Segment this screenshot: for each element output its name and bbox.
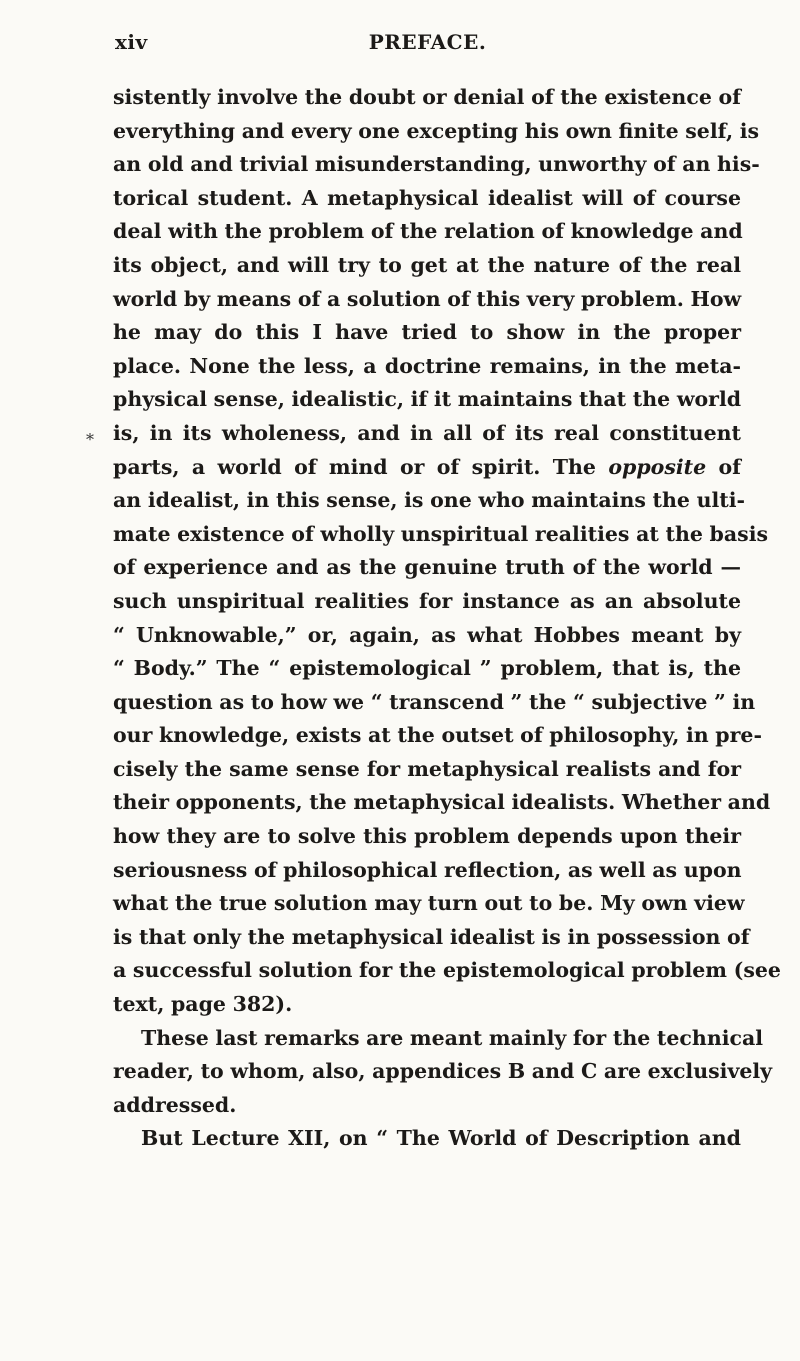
- text-line: is that only the metaphysical idealist is in possession of: [113, 924, 750, 949]
- text-line: reader, to whom, also, appendices B and C are exclusively: [113, 1059, 773, 1084]
- text-line: text, page 382).: [113, 992, 293, 1017]
- text-line: “ Unknowable,” or, again, as what Hobbes meant by: [113, 622, 741, 647]
- text-line: an old and trivial misunderstanding, unworthy of an his-: [113, 152, 760, 177]
- text-line: a successful solution for the epistemological problem (see: [113, 958, 781, 983]
- text-line: physical sense, idealistic, if it maintains that the world: [113, 387, 742, 412]
- text-line: world by means of a solution of this very problem. How: [113, 286, 742, 311]
- text-line: an idealist, in this sense, is one who maintains the ulti-: [113, 488, 746, 513]
- italic-word: opposite: [608, 454, 707, 479]
- running-head: [115, 30, 740, 66]
- text-line: he may do this I have tried to show in the proper: [113, 320, 741, 345]
- text-line: seriousness of philosophical reflection, as well as upon: [113, 857, 742, 882]
- running-title: PREFACE.: [368, 30, 487, 54]
- text-line: what the true solution may turn out to be. My own view: [113, 891, 745, 916]
- text-line: But Lecture XII, on “ The World of Description and: [141, 1126, 741, 1151]
- text-line: deal with the problem of the relation of knowledge and: [113, 219, 743, 244]
- text-line: such unspiritual realities for instance as an absolute: [113, 588, 741, 613]
- text-line: our knowledge, exists at the outset of philosophy, in pre-: [113, 723, 762, 748]
- text-line: place. None the less, a doctrine remains, in the meta-: [113, 353, 741, 378]
- text-line: is, in its wholeness, and in all of its real constituent: [113, 420, 741, 445]
- text-line: cisely the same sense for metaphysical realists and for: [113, 756, 741, 781]
- body-text: [113, 81, 781, 1156]
- text-line: how they are to solve this problem depends upon their: [113, 824, 741, 849]
- text-line: mate existence of wholly unspiritual realities at the basis: [113, 521, 769, 546]
- text-line: question as to how we “ transcend ” the “ subjective ” in: [113, 689, 756, 714]
- text-line: These last remarks are meant mainly for the technical: [141, 1025, 764, 1050]
- text-line: parts, a world of mind or of spirit. The opposite of: [113, 454, 741, 479]
- text-line: addressed.: [113, 1092, 237, 1117]
- text-line: its object, and will try to get at the nature of the real: [113, 252, 741, 277]
- text-line: torical student. A metaphysical idealist will of course: [113, 185, 741, 210]
- text-line: sistently involve the doubt or denial of the existence of: [113, 85, 741, 109]
- text-line: of experience and as the genuine truth of the world —: [113, 555, 741, 580]
- page-number: xiv: [115, 30, 148, 54]
- text-line: “ Body.” The “ epistemological ” problem, that is, the: [113, 656, 741, 681]
- text-line: everything and every one excepting his own finite self, is: [113, 118, 760, 143]
- text-line: their opponents, the metaphysical idealists. Whether and: [113, 790, 771, 815]
- margin-mark: *: [86, 430, 94, 449]
